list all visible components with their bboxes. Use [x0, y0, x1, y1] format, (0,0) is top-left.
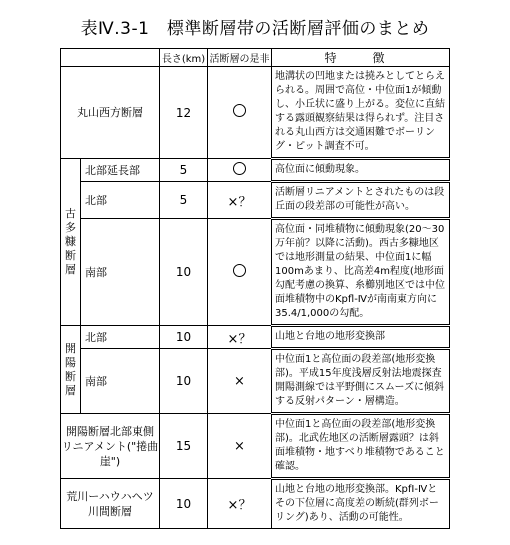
- fault-name: 北部延長部: [81, 159, 160, 182]
- fault-length: 10: [160, 479, 208, 529]
- verdict-mark: ×？: [208, 182, 272, 219]
- fault-length: 5: [160, 182, 208, 219]
- circle-mark-icon: [233, 104, 246, 117]
- table-row: [61, 159, 450, 182]
- fault-description: 中位面1と高位面の段差部(地形変換部)。平成15年度浅層反射法地震探査開陽測線では平野側にスムーズに傾斜する反射パターン・層構造。: [272, 349, 450, 414]
- fault-description: 山地と台地の地形変換部: [272, 326, 450, 349]
- fault-length: 15: [160, 414, 208, 479]
- fault-length: 10: [160, 349, 208, 414]
- table-row: [61, 349, 450, 414]
- table-row: [61, 479, 450, 529]
- fault-name: 荒川ーハウハヘツ川間断層: [61, 479, 160, 529]
- fault-description: 中位面1と高位面の段差部(地形変換部)。北武佐地区の活断層露頭？は斜面堆積物・地すべり堆積物であること確認。: [272, 414, 450, 479]
- fault-name: 南部: [81, 349, 160, 414]
- fault-description: 地溝状の凹地または撓みとしてとらえられる。周囲で高位・中位面1が傾動し、小丘状に盛り上がる。変位に直結する露頭観察結果は得られず。注目される丸山西方は交通困難でボーリング・ピット調査不可。: [272, 67, 450, 159]
- fault-description: 活断層リニアメントとされたものは段丘面の段差部の可能性が高い。: [272, 182, 450, 219]
- header-features: 特 徴: [272, 49, 450, 67]
- verdict-mark: ×？: [208, 326, 272, 349]
- header-name-cell: [61, 49, 160, 67]
- evaluation-table: [60, 48, 450, 529]
- verdict-mark: ×？: [208, 479, 272, 529]
- fault-name: 南部: [81, 219, 160, 326]
- fault-description: 高位面に傾動現象。: [272, 159, 450, 182]
- fault-length: 12: [160, 67, 208, 159]
- fault-description: 高位面・同堆積物に傾動現象(20～30万年前？以降に活動)。西古多糠地区では地形測量の結果、中位面1に幅100mあまり、比高差4m程度(地形面勾配考慮の換算、糸櫛別地区では中位面堆積物中のKpfl-Ⅳが南南東方向に35.4/1,000の勾配。: [272, 219, 450, 326]
- header-verdict: 活断層の是非: [208, 49, 272, 67]
- group-label-kaiyo: 開 陽 断 層: [61, 326, 81, 414]
- table-row: [61, 219, 450, 326]
- verdict-circle: [208, 67, 272, 159]
- circle-mark-icon: [233, 264, 246, 277]
- fault-length: 5: [160, 159, 208, 182]
- table-row: [61, 414, 450, 479]
- verdict-circle: [208, 159, 272, 182]
- header-length: 長さ(km): [160, 49, 208, 67]
- table-row: [61, 326, 450, 349]
- table-row: [61, 67, 450, 159]
- verdict-mark: ×: [208, 349, 272, 414]
- fault-description: 山地と台地の地形変換部。KpfI-Ⅳとその下位層に高度差の断続(群列ボーリング)あり、活動の可能性。: [272, 479, 450, 529]
- header-row: [61, 49, 450, 67]
- fault-name: 北部: [81, 326, 160, 349]
- group-label-furutaka: 古 多 糠 断 層: [61, 159, 81, 326]
- table-row: [61, 182, 450, 219]
- fault-length: 10: [160, 326, 208, 349]
- fault-name: 北部: [81, 182, 160, 219]
- verdict-circle: [208, 219, 272, 326]
- circle-mark-icon: [233, 162, 246, 175]
- fault-name: 開陽断層北部東側リニアメント("捲曲崖"): [61, 414, 160, 479]
- page-title: 表Ⅳ.3-1 標準断層帯の活断層評価のまとめ: [80, 19, 430, 39]
- verdict-mark: ×: [208, 414, 272, 479]
- fault-length: 10: [160, 219, 208, 326]
- fault-name: 丸山西方断層: [61, 67, 160, 159]
